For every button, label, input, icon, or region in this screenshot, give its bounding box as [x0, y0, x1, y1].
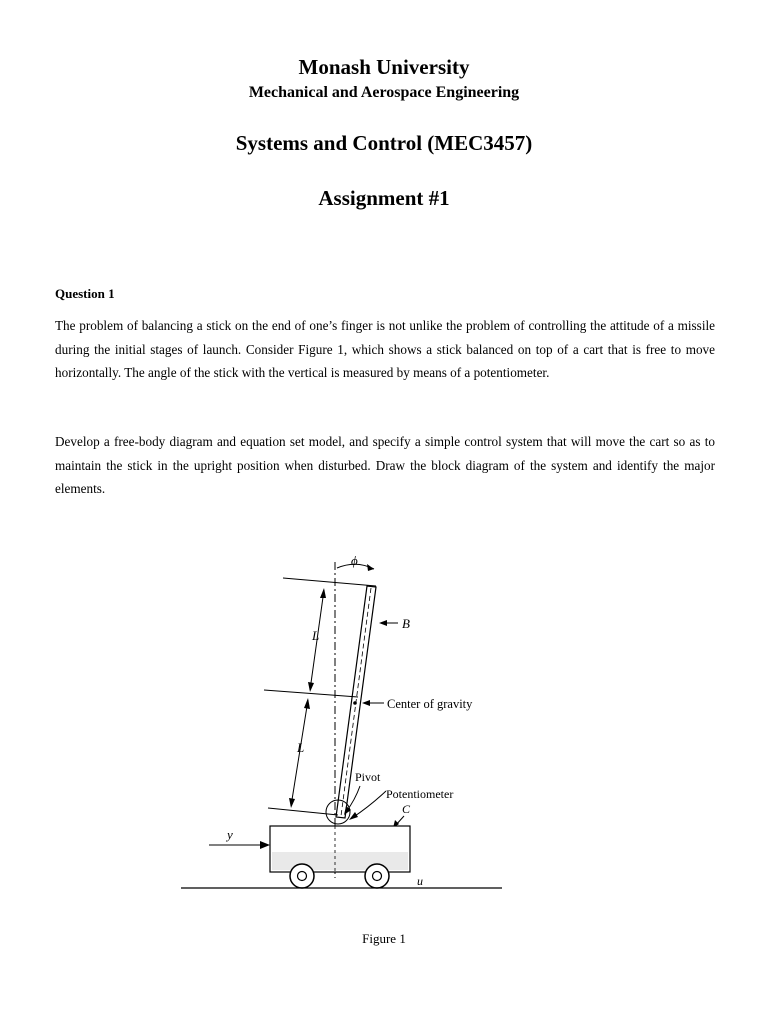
dimension-tick-top — [283, 578, 376, 586]
dimension-tick-bottom — [268, 808, 338, 815]
dimension-arrow-upper-top — [320, 588, 326, 598]
dimension-arrow-lower-top — [304, 698, 310, 709]
l-upper-label: L — [312, 628, 320, 643]
center-of-gravity-label: Center of gravity — [387, 697, 473, 711]
question-paragraph-2: Develop a free-body diagram and equation set model, and specify a simple control system that will move the cart so as to maintain the stick in the upright position when disturbed. Draw the block diagram of the system and identify the major elements. — [55, 434, 715, 497]
question-paragraph-1: The problem of balancing a stick on the end of one’s finger is not unlike the problem of controlling the attitude of a missile during the initial stages of launch. Consider Figure 1, which shows a stick balanced on top of a cart that is free to move horizontally. The angle of the stick with the vertical is measured by means of a potentiometer. — [55, 318, 715, 381]
y-label: y — [227, 827, 233, 842]
department-subtitle: Mechanical and Aerospace Engineering — [248, 84, 520, 101]
y-arrowhead — [260, 841, 270, 849]
cart-shading — [272, 852, 408, 870]
left-wheel-hub — [298, 872, 307, 881]
dimension-arrow-lower-bottom — [289, 798, 295, 808]
b-pointer-arrowhead — [379, 620, 387, 626]
assignment-title: Assignment #1 — [318, 186, 450, 210]
figure-caption: Figure 1 — [362, 931, 406, 946]
pivot-label: Pivot — [355, 770, 381, 784]
b-label: B — [402, 616, 410, 631]
dimension-tick-middle — [264, 690, 358, 697]
course-title: Systems and Control (MEC3457) — [235, 131, 533, 155]
c-label: C — [402, 802, 411, 816]
dimension-arrow-upper-bottom — [308, 682, 314, 692]
cog-pointer-arrowhead — [362, 700, 370, 706]
u-label: u — [417, 874, 423, 888]
phi-label: ϕ — [351, 553, 358, 568]
right-wheel-hub — [373, 872, 382, 881]
potentiometer-pointer-line — [352, 791, 386, 818]
potentiometer-label: Potentiometer — [386, 787, 454, 801]
center-of-gravity-dot — [353, 701, 357, 705]
university-title: Monash University — [298, 55, 470, 79]
question-heading: Question 1 — [55, 286, 115, 301]
phi-arrowhead — [367, 564, 374, 571]
l-lower-label: L — [297, 740, 305, 755]
